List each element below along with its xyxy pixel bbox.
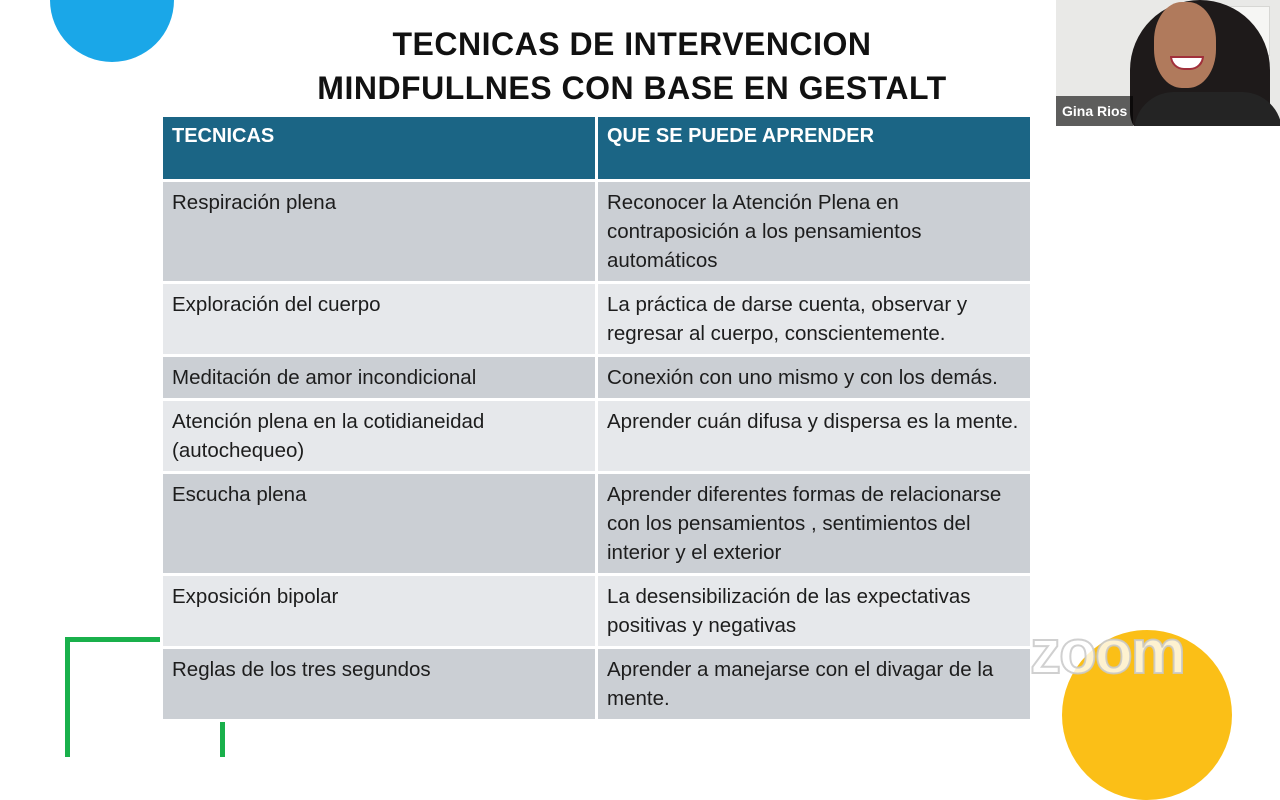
- decorative-blue-circle: [50, 0, 174, 62]
- table-row: [162, 400, 1032, 473]
- learning-cell: La desensibilización de las expectativas positivas y negativas: [597, 575, 1032, 648]
- learning-cell: Aprender a manejarse con el divagar de la mente.: [597, 648, 1032, 721]
- table-row: [162, 181, 1032, 283]
- learning-cell: Aprender diferentes formas de relacionarse con los pensamientos , sentimientos del interior y el exterior: [597, 473, 1032, 575]
- slide-title-line-1: TECNICAS DE INTERVENCION: [392, 26, 872, 62]
- learning-cell: La práctica de darse cuenta, observar y regresar al cuerpo, conscientemente.: [597, 283, 1032, 356]
- participant-face: [1154, 2, 1216, 88]
- header-tecnicas: TECNICAS: [162, 116, 597, 181]
- technique-cell: Meditación de amor incondicional: [162, 356, 597, 400]
- table-row: [162, 283, 1032, 356]
- technique-cell: Exposición bipolar: [162, 575, 597, 648]
- participant-name-label: Gina Rios: [1056, 96, 1133, 126]
- zoom-watermark: zoom: [1030, 618, 1184, 687]
- participant-shirt: [1134, 92, 1280, 126]
- table-row: [162, 648, 1032, 721]
- table-row: [162, 575, 1032, 648]
- technique-cell: Reglas de los tres segundos: [162, 648, 597, 721]
- participant-video-tile[interactable]: [1056, 0, 1280, 126]
- table-row: [162, 473, 1032, 575]
- header-que-se-puede-aprender: QUE SE PUEDE APRENDER: [597, 116, 1032, 181]
- technique-cell: Respiración plena: [162, 181, 597, 283]
- techniques-table: [160, 114, 1033, 722]
- learning-cell: Reconocer la Atención Plena en contraposición a los pensamientos automáticos: [597, 181, 1032, 283]
- table-row: [162, 356, 1032, 400]
- technique-cell: Escucha plena: [162, 473, 597, 575]
- technique-cell: Atención plena en la cotidianeidad (autochequeo): [162, 400, 597, 473]
- learning-cell: Aprender cuán difusa y dispersa es la mente.: [597, 400, 1032, 473]
- technique-cell: Exploración del cuerpo: [162, 283, 597, 356]
- slide-title-line-2: MINDFULLNES CON BASE EN GESTALT: [317, 70, 947, 106]
- table-header-row: [162, 116, 1032, 181]
- slide-title: [200, 22, 1064, 110]
- learning-cell: Conexión con uno mismo y con los demás.: [597, 356, 1032, 400]
